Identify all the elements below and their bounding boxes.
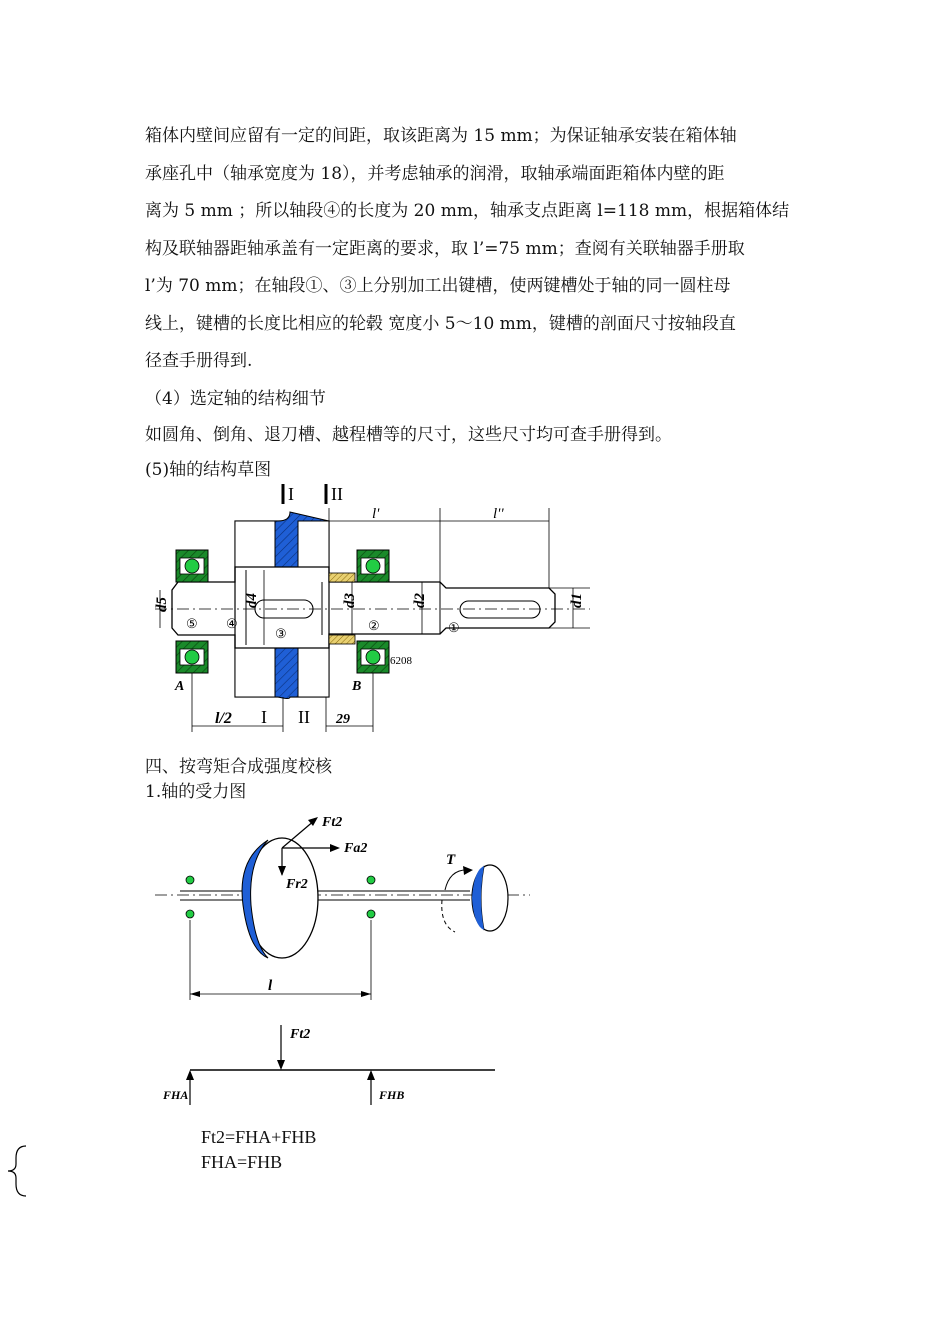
bearing-B xyxy=(357,550,389,673)
brace xyxy=(0,1140,40,1202)
dim-l-half: l/2 xyxy=(215,710,232,727)
text-line: 构及联轴器距轴承盖有一定距离的要求，取 l’=75 mm；查阅有关联轴器手册取 xyxy=(145,238,745,259)
text-line: 箱体内壁间应留有一定的间距，取该距离为 15 mm；为保证轴承安装在箱体轴 xyxy=(145,126,737,146)
step4-heading: （4）选定轴的结构细节 xyxy=(145,389,326,409)
bearing-ball xyxy=(367,876,375,884)
step4-body: 如圆角、倒角、退刀槽、越程槽等的尺寸，这些尺寸均可查手册得到。 xyxy=(145,425,672,445)
equation-1: Ft2=FHA+FHB xyxy=(201,1127,317,1147)
load-label-Ft2: Ft2 xyxy=(290,1027,311,1042)
dim-d4: d4 xyxy=(244,593,260,608)
bearing-A xyxy=(176,550,208,673)
shaft-structure-sketch xyxy=(0,480,950,740)
text-line: 径查手册得到. xyxy=(145,351,253,371)
force-Fr2: Fr2 xyxy=(286,877,308,892)
dim-l: l xyxy=(268,978,273,994)
segment-4: ④ xyxy=(226,616,238,631)
equation-2: FHA=FHB xyxy=(201,1152,283,1172)
label-A: A xyxy=(175,679,185,694)
dim-29: 29 xyxy=(336,712,350,727)
bearing-ball xyxy=(186,876,194,884)
text-line: l’为 70 mm；在轴段①、③上分别加工出键槽，使两键槽处于轴的同一圆柱母 xyxy=(145,276,731,296)
segment-1: ① xyxy=(448,620,460,635)
section-label-I-bottom: I xyxy=(261,707,267,727)
reaction-label-FHB: FHB xyxy=(379,1088,405,1102)
bearing-ball xyxy=(367,910,375,918)
dim-d5: d5 xyxy=(154,597,170,612)
bearing-code: 6208 xyxy=(390,655,412,667)
force-Ft2: Ft2 xyxy=(322,815,343,830)
coupling xyxy=(472,865,508,931)
force-diagram xyxy=(0,805,950,1005)
segment-3: ③ xyxy=(275,626,287,641)
section-label-II: II xyxy=(331,484,343,504)
beam-load-diagram xyxy=(0,1015,950,1115)
segment-5: ⑤ xyxy=(186,616,198,631)
step5-heading: (5)轴的结构草图 xyxy=(145,460,272,480)
torque-T: T xyxy=(446,852,456,868)
gear xyxy=(242,838,318,958)
text-line: 线上，键槽的长度比相应的轮毂 宽度小 5～10 mm，键槽的剖面尺寸按轴段直 xyxy=(145,313,736,334)
sleeve xyxy=(329,635,355,644)
reaction-label-FHA: FHA xyxy=(163,1088,189,1102)
dim-d2: d2 xyxy=(412,593,428,608)
text-line: 承座孔中（轴承宽度为 18），并考虑轴承的润滑，取轴承端面距箱体内壁的距 xyxy=(145,163,725,184)
force-Fa2: Fa2 xyxy=(344,841,368,856)
dim-d3: d3 xyxy=(342,593,358,608)
dim-l-double-prime: l'' xyxy=(493,506,504,522)
bearing-ball xyxy=(186,910,194,918)
shaft xyxy=(180,891,470,900)
text-line: 离为 5 mm ；所以轴段④的长度为 20 mm，轴承支点距离 l=118 mm，根据箱体结 xyxy=(145,201,790,221)
section-label-II-bottom: II xyxy=(298,707,310,727)
dim-l-prime: l' xyxy=(372,506,380,522)
keyway-1 xyxy=(460,601,540,618)
subsection-1-heading: 1.轴的受力图 xyxy=(145,782,247,802)
section-4-heading: 四、按弯矩合成强度校核 xyxy=(145,757,332,777)
segment-2: ② xyxy=(368,618,380,633)
label-B: B xyxy=(352,679,362,694)
sleeve xyxy=(329,573,355,582)
dim-d1: d1 xyxy=(569,593,585,608)
section-label-I: I xyxy=(288,484,294,504)
paragraph xyxy=(145,118,815,381)
